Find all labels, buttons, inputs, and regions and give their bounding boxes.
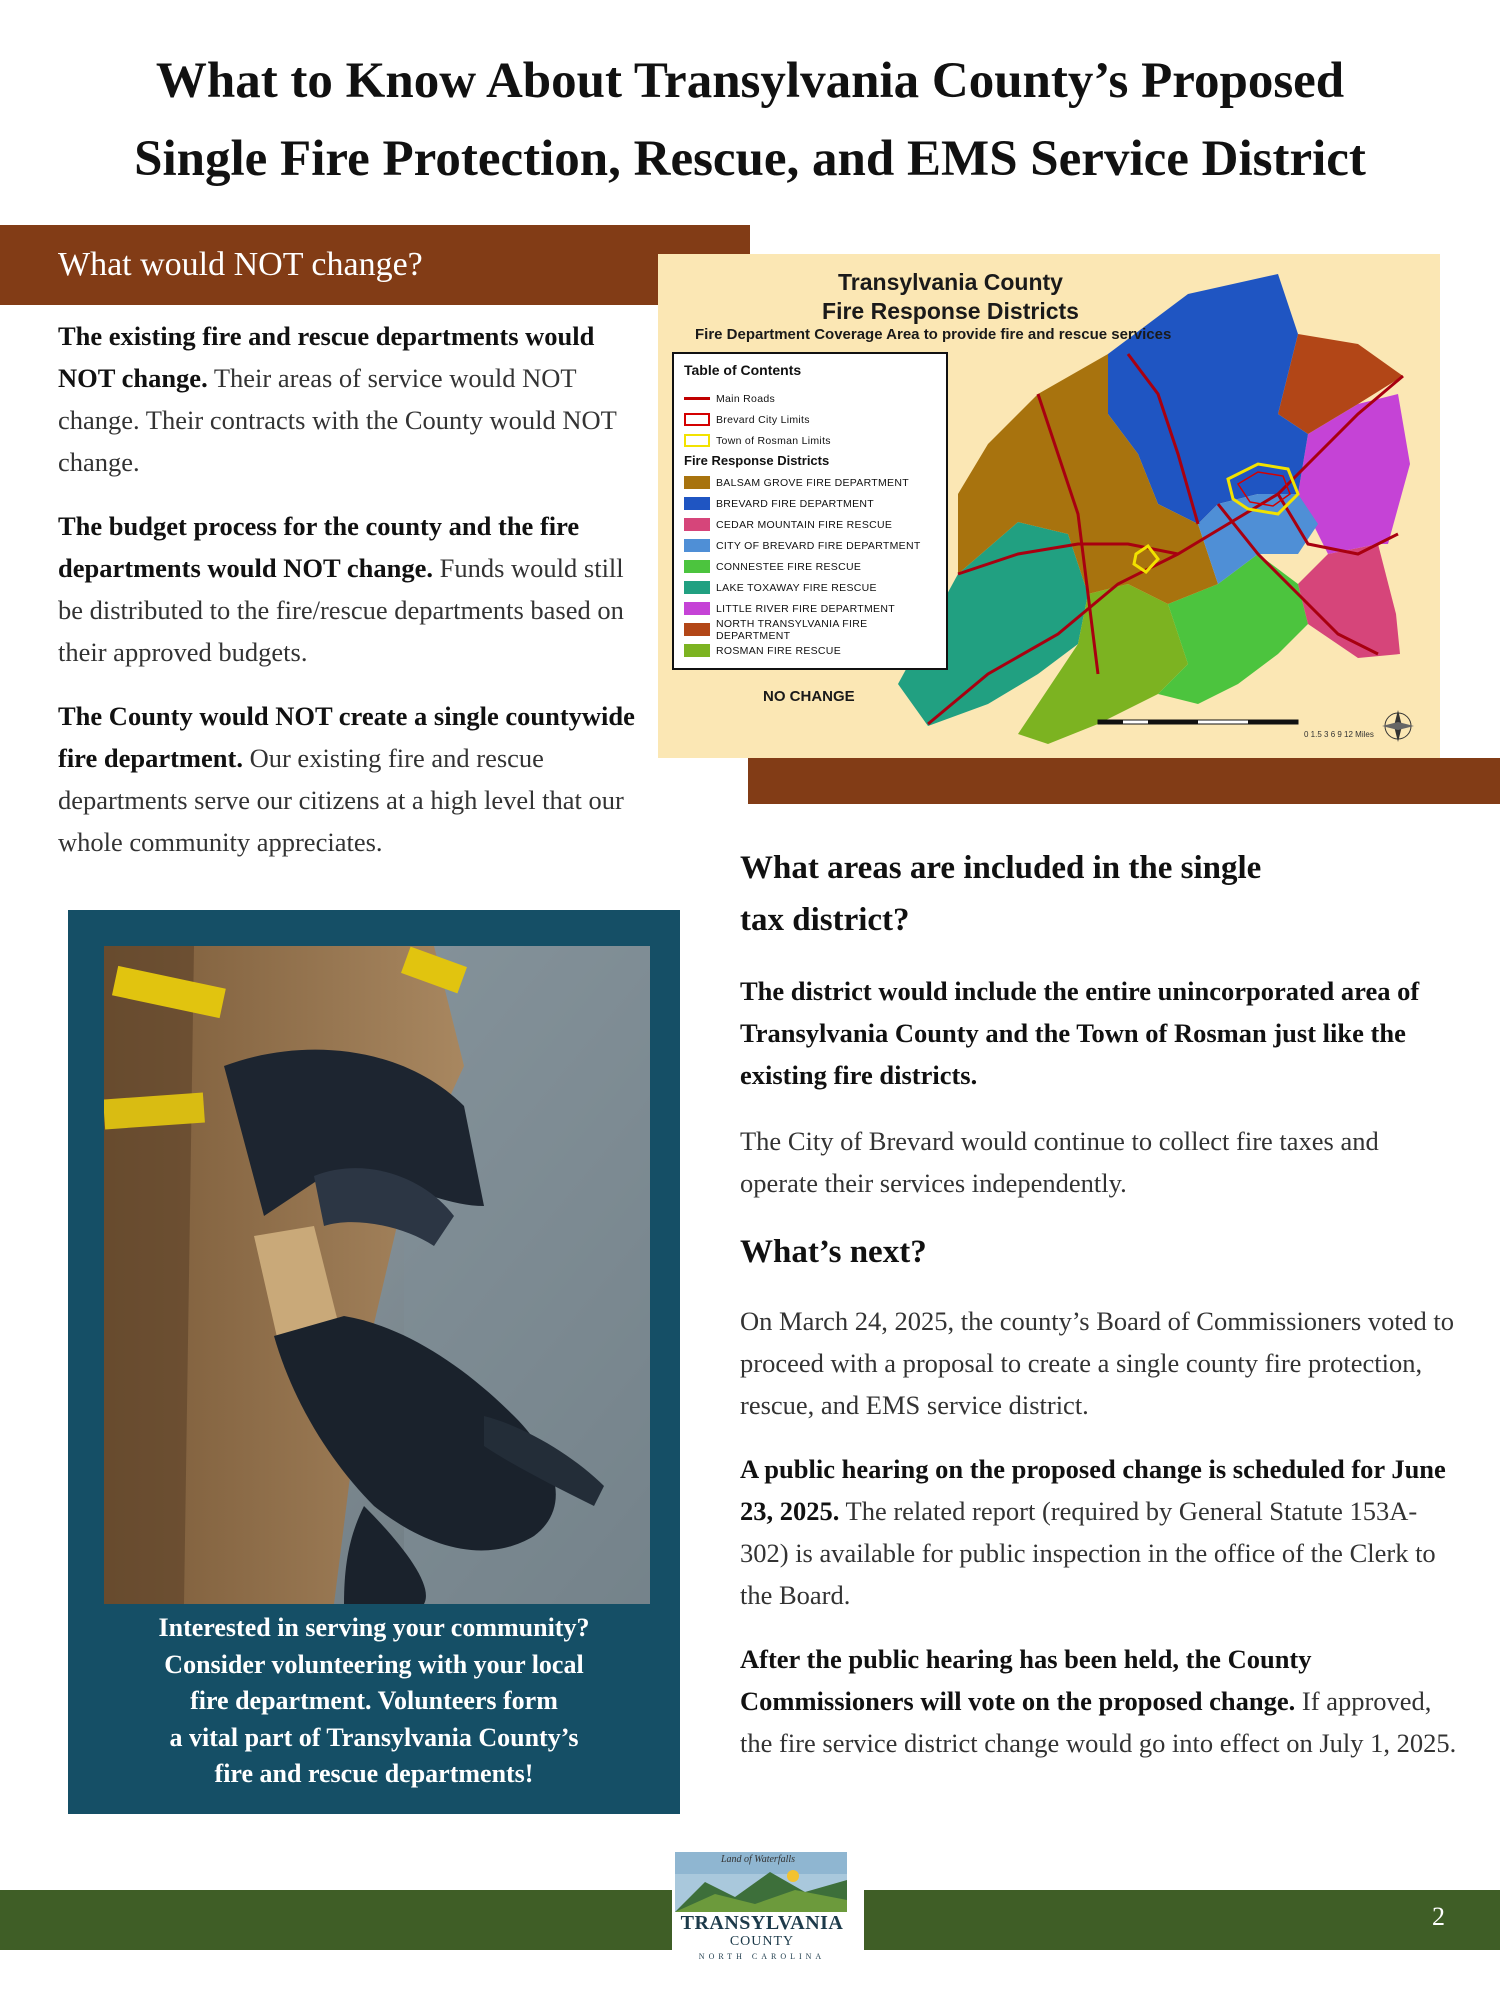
district-color-swatch bbox=[684, 560, 710, 573]
paragraph-body: If approved, the fire service district change would go into effect on July 1, 2025. bbox=[740, 1686, 1457, 1758]
not-change-paragraph bbox=[58, 315, 648, 483]
paragraph-lead: After the public hearing has been held, the County Commissioners will vote on the proposed change. bbox=[740, 1644, 1312, 1716]
not-change-heading: What would NOT change? bbox=[58, 246, 423, 283]
scale-bar bbox=[1098, 720, 1298, 724]
page-title-line-1: What to Know About Transylvania County’s Proposed bbox=[155, 53, 1345, 109]
county-logo bbox=[672, 1852, 852, 1962]
areas-heading-line-1: What areas are included in the single bbox=[740, 850, 1262, 886]
district-color-swatch bbox=[684, 581, 710, 594]
not-change-paragraph bbox=[58, 695, 648, 863]
district-label: LITTLE RIVER FIRE DEPARTMENT bbox=[716, 602, 895, 615]
scale-label: 0 1.5 3 6 9 12 Miles bbox=[1304, 730, 1374, 739]
legend-label: Main Roads bbox=[716, 392, 776, 405]
not-change-paragraph bbox=[58, 505, 648, 673]
legend-label: Town of Rosman Limits bbox=[716, 434, 831, 447]
areas-heading-line-2: tax district? bbox=[740, 902, 910, 938]
paragraph-body: Our existing fire and rescue departments serve our citizens at a high level that our whole community appreciates. bbox=[58, 743, 624, 857]
legend-title: Table of Contents bbox=[684, 362, 802, 378]
firefighter-gloves-photo bbox=[104, 946, 650, 1604]
district-label: CEDAR MOUNTAIN FIRE RESCUE bbox=[716, 518, 893, 531]
district-label: NORTH TRANSYLVANIA FIRE DEPARTMENT bbox=[716, 617, 868, 642]
brevard-limits-swatch bbox=[684, 413, 710, 426]
legend-row bbox=[684, 577, 936, 598]
whats-next-paragraph bbox=[740, 1300, 1460, 1426]
map-title-line-1: Transylvania County bbox=[838, 269, 1063, 295]
whats-next-paragraph bbox=[740, 1638, 1460, 1764]
paragraph-lead: The budget process for the county and the fire departments would NOT change. bbox=[58, 511, 580, 583]
footer-band-right bbox=[864, 1890, 1500, 1950]
district-label: ROSMAN FIRE RESCUE bbox=[716, 644, 841, 657]
map-title bbox=[658, 268, 1243, 326]
whats-next-column bbox=[740, 1300, 1460, 1786]
right-accent-band bbox=[748, 758, 1500, 804]
paragraph-lead: A public hearing on the proposed change is scheduled for June 23, 2025. bbox=[740, 1454, 1446, 1526]
road-line-swatch bbox=[684, 397, 710, 400]
paragraph-body: Their areas of service would NOT change. Their contracts with the County would NOT change. bbox=[58, 363, 617, 477]
legend-row bbox=[684, 619, 936, 640]
legend-label: Brevard City Limits bbox=[716, 413, 810, 426]
areas-paragraph-1: The district would include the entire unincorporated area of Transylvania County and the Town of Rosman just like the existing fire districts. bbox=[740, 976, 1420, 1090]
page-title-line-2: Single Fire Protection, Rescue, and EMS Service District bbox=[134, 131, 1366, 187]
rosman-limits-swatch bbox=[684, 434, 710, 447]
paragraph-body: The related report (required by General Statute 153A-302) is available for public inspection in the office of the Clerk to the Board. bbox=[740, 1496, 1436, 1610]
firefighter-illustration bbox=[104, 946, 650, 1604]
logo-name: TRANSYLVANIA bbox=[680, 1912, 844, 1934]
logo-county: COUNTY bbox=[729, 1934, 795, 1949]
district-color-swatch bbox=[684, 476, 710, 489]
legend-row bbox=[684, 556, 936, 577]
footer-band-left bbox=[0, 1890, 674, 1950]
page-title bbox=[0, 42, 1500, 198]
logo-tagline: Land of Waterfalls bbox=[720, 1854, 796, 1865]
district-color-swatch bbox=[684, 644, 710, 657]
legend-row bbox=[684, 514, 936, 535]
paragraph-body: Funds would still be distributed to the fire/rescue departments based on their approved budgets. bbox=[58, 553, 624, 667]
legend-row bbox=[684, 493, 936, 514]
legend-row bbox=[684, 430, 936, 451]
legend-row bbox=[684, 388, 936, 409]
areas-paragraph-2: The City of Brevard would continue to collect fire taxes and operate their services independently. bbox=[740, 1126, 1379, 1198]
map-legend bbox=[672, 352, 948, 670]
caption-line: fire and rescue departments! bbox=[214, 1759, 534, 1788]
map-subtitle: Fire Department Coverage Area to provide fire and rescue services bbox=[695, 326, 1172, 343]
areas-heading bbox=[740, 842, 1440, 946]
district-color-swatch bbox=[684, 539, 710, 552]
page-number: 2 bbox=[1432, 1902, 1445, 1931]
legend-row bbox=[684, 472, 936, 493]
whats-next-heading: What’s next? bbox=[740, 1234, 927, 1270]
volunteer-panel bbox=[68, 910, 680, 1814]
district-label: CITY OF BREVARD FIRE DEPARTMENT bbox=[716, 539, 921, 552]
legend-row bbox=[684, 598, 936, 619]
paragraph-lead: The existing fire and rescue departments would NOT change. bbox=[58, 321, 595, 393]
caption-line: fire department. Volunteers form bbox=[190, 1686, 558, 1715]
district-legend-list bbox=[684, 472, 936, 661]
district-color-swatch bbox=[684, 518, 710, 531]
fire-districts-map bbox=[658, 254, 1440, 758]
district-label: CONNESTEE FIRE RESCUE bbox=[716, 560, 862, 573]
legend-subtitle: Fire Response Districts bbox=[684, 453, 830, 468]
paragraph-lead: The County would NOT create a single countywide fire department. bbox=[58, 701, 635, 773]
legend-row bbox=[684, 535, 936, 556]
paragraph-body: On March 24, 2025, the county’s Board of Commissioners voted to proceed with a proposal to create a single county fire protection, rescue, and EMS service district. bbox=[740, 1306, 1454, 1420]
district-color-swatch bbox=[684, 602, 710, 615]
district-color-swatch bbox=[684, 497, 710, 510]
not-change-column bbox=[58, 315, 648, 885]
legend-row bbox=[684, 409, 936, 430]
caption-line: Interested in serving your community? bbox=[158, 1613, 590, 1642]
north-arrow-icon bbox=[1382, 710, 1414, 742]
map-title-line-2: Fire Response Districts bbox=[822, 298, 1079, 324]
no-change-note: NO CHANGE bbox=[763, 688, 855, 705]
whats-next-paragraph bbox=[740, 1448, 1460, 1616]
logo-state: NORTH CAROLINA bbox=[698, 1952, 826, 1961]
volunteer-caption bbox=[88, 1610, 660, 1793]
district-label: LAKE TOXAWAY FIRE RESCUE bbox=[716, 581, 877, 594]
district-label: BREVARD FIRE DEPARTMENT bbox=[716, 497, 875, 510]
legend-row bbox=[684, 640, 936, 661]
district-color-swatch bbox=[684, 623, 710, 636]
caption-line: Consider volunteering with your local bbox=[164, 1649, 584, 1679]
caption-line: a vital part of Transylvania County’s bbox=[169, 1722, 579, 1752]
district-label: BALSAM GROVE FIRE DEPARTMENT bbox=[716, 476, 909, 489]
